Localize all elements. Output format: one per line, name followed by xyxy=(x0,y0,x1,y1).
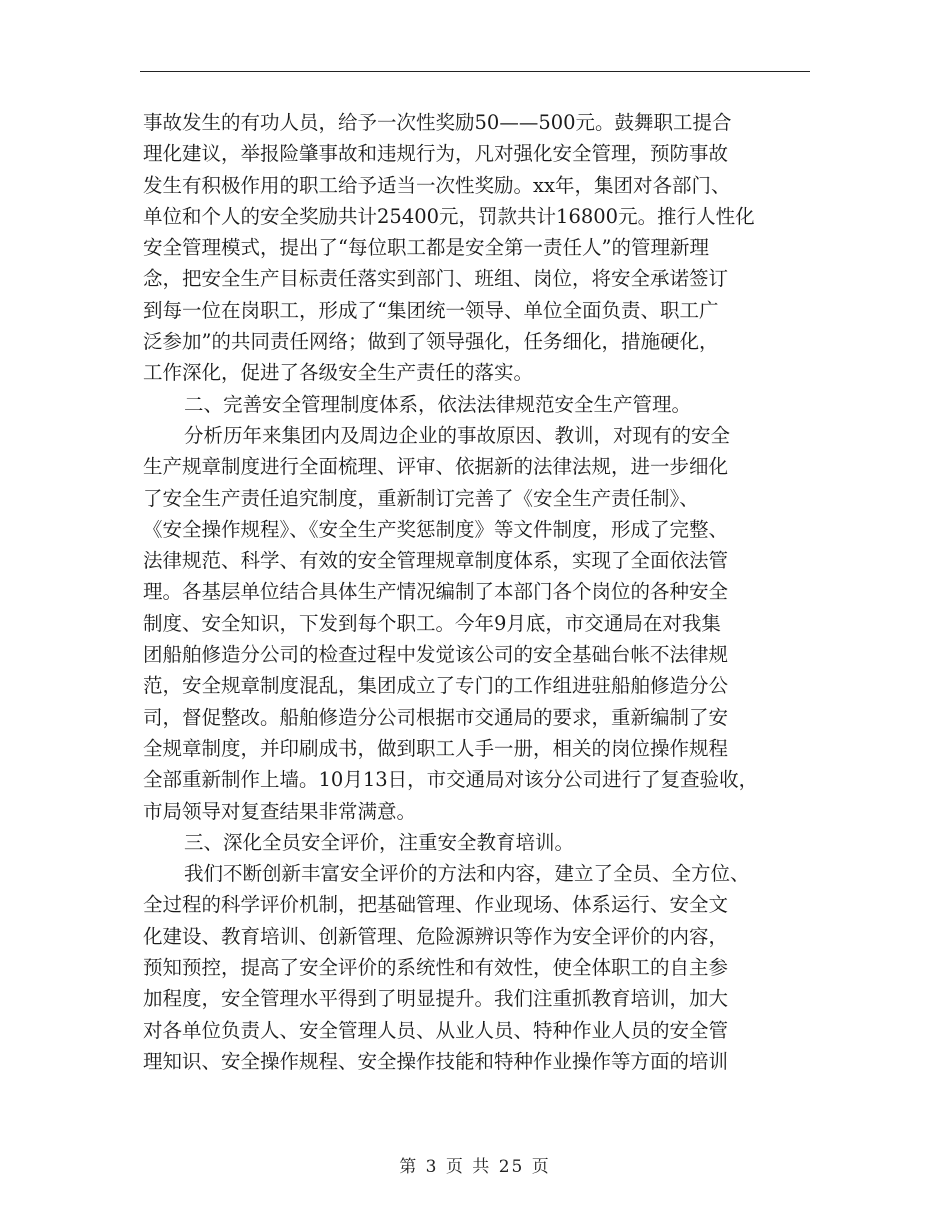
text-line: 预知预控，提高了安全评价的系统性和有效性，使全体职工的自主参 xyxy=(143,956,729,980)
document-body xyxy=(143,107,815,1077)
text-line: 对各单位负责人、安全管理人员、从业人员、特种作业人员的安全管 xyxy=(143,1018,729,1042)
text-line: 法律规范、科学、有效的安全管理规章制度体系，实现了全面依法管 xyxy=(143,549,729,573)
section-heading: 三、深化全员安全评价，注重安全教育培训。 xyxy=(184,830,575,854)
text-line: 全过程的科学评价机制，把基础管理、作业现场、体系运行、安全文 xyxy=(143,893,729,917)
text-line: 司，督促整改。船舶修造分公司根据市交通局的要求，重新编制了安 xyxy=(143,705,729,729)
text-line: 安全管理模式，提出了“每位职工都是安全第一责任人”的管理新理 xyxy=(143,236,709,260)
text-line: 全规章制度，并印刷成书，做到职工人手一册，相关的岗位操作规程 xyxy=(143,736,729,760)
text-line: 生产规章制度进行全面梳理、评审、依据新的法律法规，进一步细化 xyxy=(143,455,729,479)
text-line: 了安全生产责任追究制度，重新制订完善了《安全生产责任制》、 xyxy=(143,486,699,510)
text-line: 《安全操作规程》、《安全生产奖惩制度》等文件制度，形成了完整、 xyxy=(143,517,729,541)
page-number: 第 3 页 共 25 页 xyxy=(399,1157,551,1177)
text-line: 制度、安全知识，下发到每个职工。今年9月底，市交通局在对我集 xyxy=(143,611,721,635)
text-line: 事故发生的有功人员，给予一次性奖励50——500元。鼓舞职工提合 xyxy=(143,111,732,134)
section-heading: 二、完善安全管理制度体系，依法法律规范安全生产管理。 xyxy=(184,392,692,416)
text-line: 理。各基层单位结合具体生产情况编制了本部门各个岗位的各种安全 xyxy=(143,580,729,604)
text-line: 泛参加”的共同责任网络；做到了领导强化，任务细化，措施硬化， xyxy=(143,330,719,354)
paragraph-first-line: 我们不断创新丰富安全评价的方法和内容，建立了全员、全方位、 xyxy=(184,862,750,886)
text-line: 理知识、安全操作规程、安全操作技能和特种作业操作等方面的培训 xyxy=(143,1049,729,1073)
text-line: 范，安全规章制度混乱，集团成立了专门的工作组进驻船舶修造分公 xyxy=(143,674,729,698)
text-line: 念，把安全生产目标责任落实到部门、班组、岗位，将安全承诺签订 xyxy=(143,267,729,291)
text-line: 加程度，安全管理水平得到了明显提升。我们注重抓教育培训，加大 xyxy=(143,987,729,1011)
text-line: 全部重新制作上墙。10月13日，市交通局对该分公司进行了复查验收， xyxy=(143,768,759,792)
text-line: 化建设、教育培训、创新管理、危险源辨识等作为安全评价的内容， xyxy=(143,924,729,948)
text-line: 到每一位在岗职工，形成了“集团统一领导、单位全面负责、职工广 xyxy=(143,298,719,322)
text-line: 单位和个人的安全奖励共计25400元，罚款共计16800元。推行人性化 xyxy=(143,204,755,228)
text-line: 理化建议，举报险肇事故和违规行为，凡对强化安全管理，预防事故 xyxy=(143,142,729,166)
header-rule xyxy=(140,71,810,72)
text-line: 市局领导对复查结果非常满意。 xyxy=(143,799,417,823)
text-line: 发生有积极作用的职工给予适当一次性奖励。xx年，集团对各部门、 xyxy=(143,173,731,197)
text-line: 工作深化，促进了各级安全生产责任的落实。 xyxy=(143,361,534,385)
text-line: 团船舶修造分公司的检查过程中发觉该公司的安全基础台帐不法律规 xyxy=(143,643,729,667)
paragraph-first-line: 分析历年来集团内及周边企业的事故原因、教训，对现有的安全 xyxy=(184,423,731,447)
